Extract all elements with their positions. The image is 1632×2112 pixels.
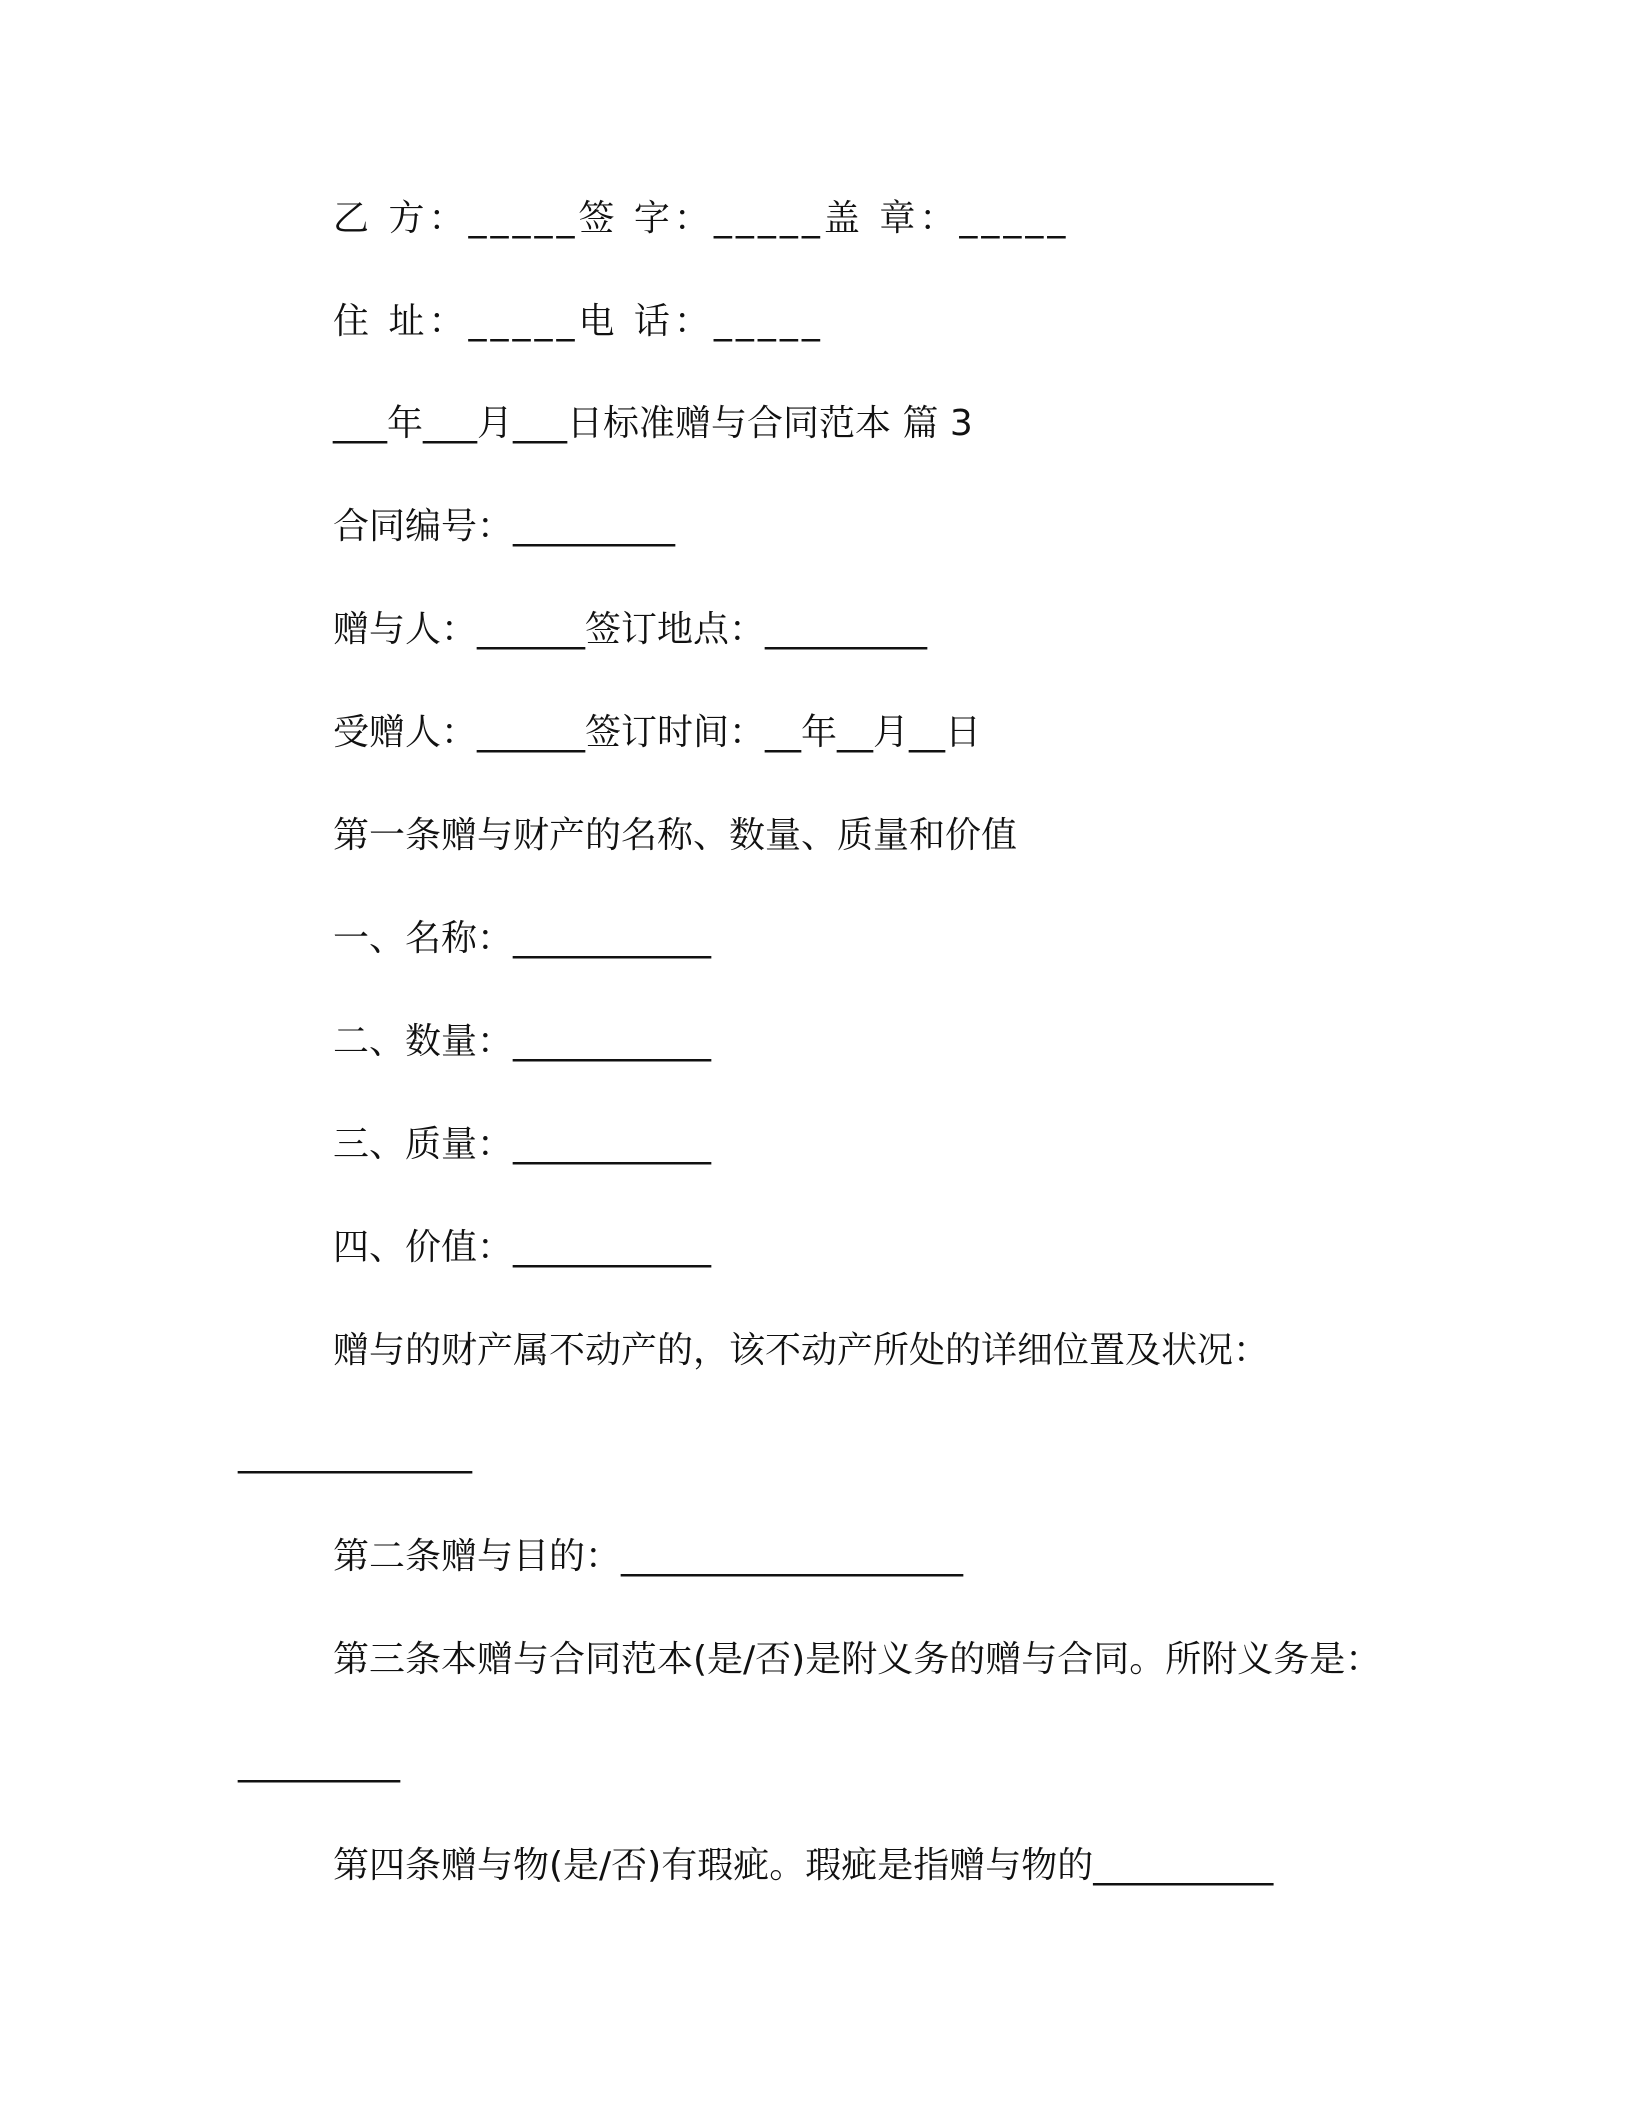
article-two-line: 第二条赠与目的：___________________: [333, 1536, 964, 1577]
party-b-signature-line: 乙 方：_____签 字：_____盖 章：_____: [333, 198, 1070, 239]
donee-line: 受赠人：______签订时间：__年__月__日: [333, 712, 982, 753]
article-three-blank-line: _________: [238, 1742, 400, 1783]
real-estate-blank-line: _____________: [238, 1433, 472, 1474]
real-estate-paragraph: 赠与的财产属不动产的，该不动产所处的详细位置及状况：: [333, 1330, 1270, 1371]
contract-number-line: 合同编号：_________: [333, 506, 676, 547]
property-value-line: 四、价值：___________: [333, 1227, 712, 1268]
property-quantity-line: 二、数量：___________: [333, 1021, 712, 1062]
property-quality-line: 三、质量：___________: [333, 1124, 712, 1165]
article-three-line: 第三条本赠与合同范本(是/否)是附义务的赠与合同。所附义务是：: [333, 1639, 1382, 1680]
property-name-line: 一、名称：___________: [333, 918, 712, 959]
date-and-template-heading: ___年___月___日标准赠与合同范本 篇 3: [333, 403, 973, 444]
article-four-line: 第四条赠与物(是/否)有瑕疵。瑕疵是指赠与物的__________: [333, 1845, 1274, 1886]
address-phone-line: 住 址：_____电 话：_____: [333, 301, 824, 342]
article-one-heading: 第一条赠与财产的名称、数量、质量和价值: [333, 815, 1018, 856]
donor-line: 赠与人：______签订地点：_________: [333, 609, 928, 650]
